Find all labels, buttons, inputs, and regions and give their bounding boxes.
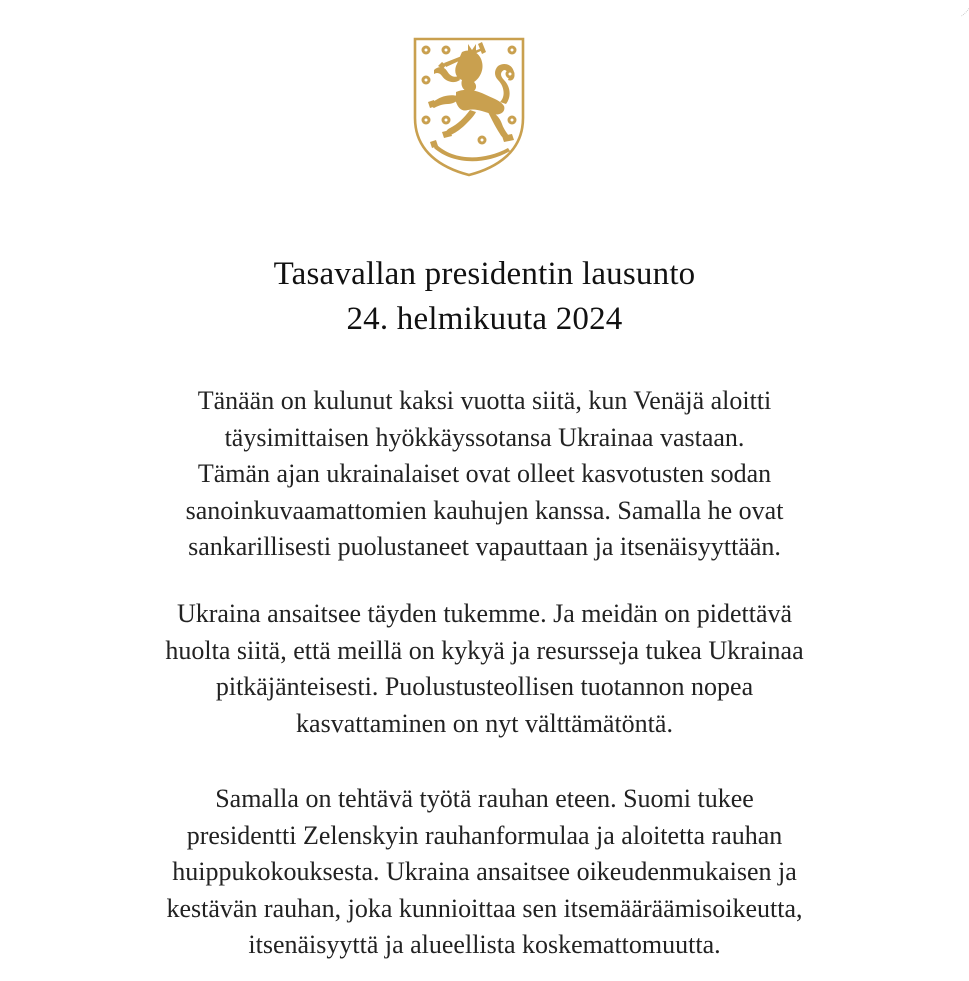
card-corner-edge — [908, 0, 969, 27]
text-line: presidentti Zelenskyin rauhanformulaa ja aloitetta rauhan — [186, 820, 783, 850]
text-line: Tämän ajan ukrainalaiset ovat olleet kasvotusten sodan — [197, 459, 772, 488]
text-line: Ukraina ansaitsee täyden tukemme. Ja meidän on pidettävä — [176, 599, 793, 628]
text-line: kasvattaminen on nyt välttämätöntä. — [296, 708, 673, 738]
coat-of-arms-of-finland-icon — [412, 36, 526, 178]
paragraph-2 — [60, 596, 909, 742]
text-line: sanoinkuvaamattomien kauhujen kanssa. Samalla he ovat — [185, 495, 784, 525]
text-line: Tänään on kulunut kaksi vuotta siitä, kun Venäjä aloitti — [197, 386, 772, 415]
title-date: 24. helmikuuta 2024 — [346, 301, 623, 337]
paragraph-3 — [60, 781, 909, 964]
text-line: itsenäisyyttä ja alueellista koskemattomuutta. — [248, 930, 721, 959]
text-line: Samalla on tehtävä työtä rauhan eteen. Suomi tukee — [215, 784, 754, 813]
lion-figure — [428, 42, 515, 161]
text-line: huolta siitä, että meillä on kykyä ja resursseja tukea Ukrainaa — [165, 635, 804, 665]
text-line: pitkäjänteisesti. Puolustusteollisen tuotannon nopea — [215, 672, 754, 701]
text-line: huippukokouksesta. Ukraina ansaitsee oikeudenmukaisen ja — [172, 857, 797, 886]
text-line: täysimittaisen hyökkäyssotansa Ukrainaa vastaan. — [224, 422, 745, 452]
text-line: kestävän rauhan, joka kunnioittaa sen itsemääräämisoikeutta, — [166, 893, 803, 923]
paragraph-1 — [60, 383, 909, 566]
statement-title — [0, 252, 969, 342]
title-line: Tasavallan presidentin lausunto — [273, 256, 696, 292]
text-line: sankarillisesti puolustaneet vapauttaan ja itsenäisyyttään. — [188, 532, 781, 561]
